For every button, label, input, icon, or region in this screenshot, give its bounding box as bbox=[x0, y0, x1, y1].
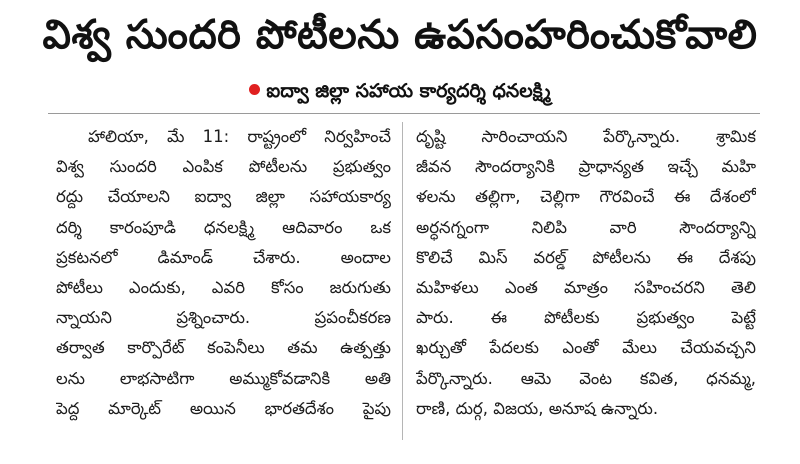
article-subheadline bbox=[0, 76, 800, 106]
article-line: దర్శి కారంపూడి ధనలక్ష్మి ఆదివారం ఒక bbox=[56, 217, 391, 237]
article-line: ఖర్చుతో పేదలకు ఎంతో మేలు చేయవచ్చని bbox=[416, 338, 756, 358]
article-column-right bbox=[416, 122, 756, 424]
article-headline: విశ్వ సుందరి పోటీలను ఉపసంహరించుకోవాలి bbox=[42, 12, 758, 58]
article-line: రాణి, దుర్గ, విజయ, అనూష ఉన్నారు. bbox=[416, 398, 659, 418]
article-line: ప్రకటనలో డిమాండ్ చేశారు. అందాల bbox=[56, 247, 391, 267]
article-line: హాలియా, మే 11: రాష్ట్రంలో నిర్వహించే bbox=[88, 127, 391, 146]
article-line: అర్ధనగ్నంగా నిలిపి వారి సౌందర్యాన్ని bbox=[416, 217, 756, 237]
bullet-dot-icon bbox=[249, 84, 260, 95]
article-line: పెద్ద మార్కెట్ అయిన భారతదేశం పైపు bbox=[56, 398, 391, 418]
article-line: విశ్వ సుందరి ఎంపిక పోటీలను ప్రభుత్వం bbox=[56, 157, 391, 177]
article-line: కొలిచే మిస్ వరల్డ్ పోటీలను ఈ దేశపు bbox=[416, 247, 756, 267]
article-column-left bbox=[56, 122, 391, 424]
subheadline-text: ఐద్వా జిల్లా సహాయ కార్యదర్శి ధనలక్ష్మి bbox=[266, 80, 551, 102]
article-line: లను లాభసాటిగా అమ్ముకోవడానికి అతి bbox=[56, 368, 391, 388]
column-divider bbox=[402, 122, 403, 440]
headline-divider bbox=[48, 113, 760, 114]
article-line: ళలను తల్లిగా, చెల్లిగా గౌరవించే ఈ దేశంలో bbox=[416, 187, 756, 207]
article-line: పేర్కొన్నారు. ఆమె వెంట కవిత, ధనమ్మ, bbox=[416, 368, 756, 388]
article-line: రద్దు చేయాలని ఐద్వా జిల్లా సహాయకార్య bbox=[56, 187, 391, 207]
article-line: మహిళలు ఎంత మాత్రం సహించరని తెలి bbox=[416, 278, 756, 298]
article-line: న్నాయని ప్రశ్నించారు. ప్రపంచీకరణ bbox=[56, 308, 391, 328]
article-line: దృష్టి సారించాయని పేర్కొన్నారు. శ్రామిక bbox=[416, 127, 756, 146]
article-line: పోటీలు ఎందుకు, ఎవరి కోసం జరుగుతు bbox=[56, 278, 391, 298]
article-line: జీవన సౌందర్యానికి ప్రాధాన్యత ఇచ్చే మహి bbox=[416, 157, 756, 177]
article-line: పారు. ఈ పోటీలకు ప్రభుత్వం పెట్టే bbox=[416, 308, 756, 328]
article-line: తర్వాత కార్పొరేట్ కంపెనీలు తమ ఉత్పత్తు bbox=[56, 338, 391, 358]
